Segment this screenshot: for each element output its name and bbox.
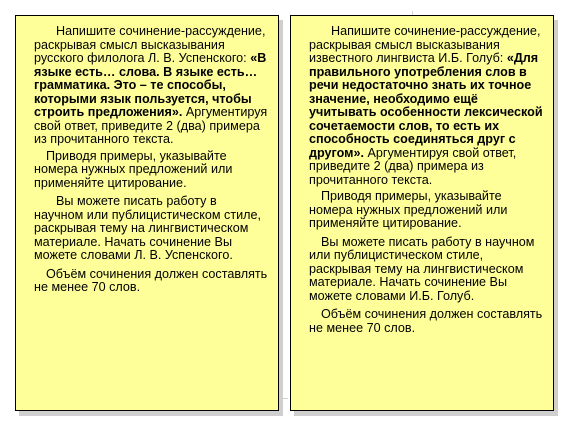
left-essay-task-card: [15, 15, 279, 411]
left-task-tail: Аргументируя свой ответ, приведите 2 (два) примера из прочитанного текста.: [34, 105, 268, 146]
left-style-instruction: Вы можете писать работу в научном или публицистическом стиле, раскрывая тему на лингвистическом материале. Начать сочинение Вы можете словами Л. В. Успенского.: [34, 194, 261, 262]
right-length-requirement: Объём сочинения должен составлять не менее 70 слов.: [309, 307, 543, 335]
corner-mark: [282, 398, 288, 399]
left-quote: «В языке есть… слова. В языке есть… грамматика. Это – те способы, которыми язык пользуется, чтобы строить предложения».: [34, 51, 267, 119]
right-task-tail: Аргументируя свой ответ, приведите 2 (два) примера из прочитанного текста.: [309, 145, 517, 187]
right-quote: «Для правильного употребления слов в речи недостаточно знать их точное значение, необходимо ещё учитывать особенности лексической сочетаемости слов, то есть их способность соединяться друг с другом».: [309, 51, 543, 160]
right-task-paragraph: [309, 25, 543, 187]
left-task-paragraph: [34, 25, 268, 147]
right-examples-instruction: Приводя примеры, указывайте номера нужных предложений или применяйте цитирование.: [309, 189, 508, 230]
right-task-intro: Напишите сочинение-рассуждение, раскрывая смысл высказывания известного лингвиста И.Б. Голуб:: [309, 24, 541, 65]
left-task-intro: Напишите сочинение-рассуждение, раскрывая смысл высказывания русского филолога Л. В. Успенского:: [34, 24, 266, 65]
right-style-instruction: Вы можете писать работу в научном или публицистическом стиле, раскрывая тему на лингвистическом материале. Начать сочинение Вы можете словами И.Б. Голуб.: [309, 234, 535, 303]
left-examples-instruction: Приводя примеры, указывайте номера нужных предложений или применяйте цитирование.: [34, 148, 233, 190]
left-length-requirement: Объём сочинения должен составлять не менее 70 слов.: [34, 266, 268, 294]
right-essay-task-card: [290, 15, 554, 411]
